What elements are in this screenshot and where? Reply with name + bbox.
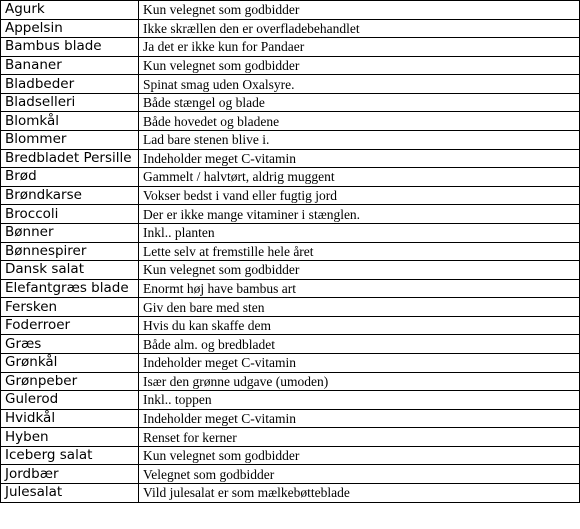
table-row <box>1 168 580 187</box>
table-row <box>1 186 580 205</box>
food-name-cell: Appelsin <box>1 19 139 38</box>
food-name-cell: Grønkål <box>1 353 139 372</box>
table-row <box>1 465 580 484</box>
food-name-cell: Brøndkarse <box>1 186 139 205</box>
food-name-cell: Blommer <box>1 131 139 150</box>
table-row <box>1 316 580 335</box>
food-name-cell: Bladbeder <box>1 75 139 94</box>
table-row <box>1 131 580 150</box>
food-name-cell: Hyben <box>1 428 139 447</box>
food-note-cell: Især den grønne udgave (umoden) <box>139 372 580 391</box>
food-note-cell: Der er ikke mange vitaminer i stænglen. <box>139 205 580 224</box>
food-name-cell: Broccoli <box>1 205 139 224</box>
food-note-cell: Kun velegnet som godbidder <box>139 261 580 280</box>
table-row <box>1 428 580 447</box>
table-row <box>1 372 580 391</box>
food-name-cell: Bredbladet Persille <box>1 149 139 168</box>
food-name-cell: Grønpeber <box>1 372 139 391</box>
food-name-cell: Iceberg salat <box>1 446 139 465</box>
food-note-cell: Enormt høj have bambus art <box>139 279 580 298</box>
food-name-cell: Foderroer <box>1 316 139 335</box>
table-row <box>1 56 580 75</box>
table-row <box>1 279 580 298</box>
table-row <box>1 391 580 410</box>
food-name-cell: Fersken <box>1 298 139 317</box>
food-name-cell: Hvidkål <box>1 409 139 428</box>
table-row <box>1 112 580 131</box>
food-note-cell: Gammelt / halvtørt, aldrig muggent <box>139 168 580 187</box>
table-row <box>1 223 580 242</box>
food-name-cell: Agurk <box>1 1 139 20</box>
food-note-cell: Giv den bare med sten <box>139 298 580 317</box>
food-note-cell: Lette selv at fremstille hele året <box>139 242 580 261</box>
food-name-cell: Bambus blade <box>1 38 139 57</box>
table-row <box>1 353 580 372</box>
food-note-cell: Indeholder meget C-vitamin <box>139 353 580 372</box>
food-name-cell: Brød <box>1 168 139 187</box>
food-note-cell: Vokser bedst i vand eller fugtig jord <box>139 186 580 205</box>
table-row <box>1 335 580 354</box>
table-body <box>1 1 580 503</box>
food-name-cell: Julesalat <box>1 484 139 503</box>
food-note-cell: Spinat smag uden Oxalsyre. <box>139 75 580 94</box>
table-row <box>1 38 580 57</box>
table-row <box>1 446 580 465</box>
food-note-cell: Inkl.. toppen <box>139 391 580 410</box>
food-note-cell: Velegnet som godbidder <box>139 465 580 484</box>
food-note-cell: Ikke skrællen den er overfladebehandlet <box>139 19 580 38</box>
table-row <box>1 242 580 261</box>
table-row <box>1 93 580 112</box>
food-name-cell: Blomkål <box>1 112 139 131</box>
table-row <box>1 484 580 503</box>
table-row <box>1 75 580 94</box>
table-row <box>1 261 580 280</box>
food-note-cell: Indeholder meget C-vitamin <box>139 409 580 428</box>
food-note-cell: Både stængel og blade <box>139 93 580 112</box>
food-note-cell: Kun velegnet som godbidder <box>139 446 580 465</box>
food-note-cell: Indeholder meget C-vitamin <box>139 149 580 168</box>
food-note-cell: Både hovedet og bladene <box>139 112 580 131</box>
food-note-cell: Vild julesalat er som mælkebøtteblade <box>139 484 580 503</box>
food-note-cell: Inkl.. planten <box>139 223 580 242</box>
food-name-cell: Elefantgræs blade <box>1 279 139 298</box>
food-note-cell: Hvis du kan skaffe dem <box>139 316 580 335</box>
food-name-cell: Dansk salat <box>1 261 139 280</box>
table-row <box>1 19 580 38</box>
food-note-cell: Kun velegnet som godbidder <box>139 56 580 75</box>
food-note-cell: Lad bare stenen blive i. <box>139 131 580 150</box>
table-row <box>1 205 580 224</box>
food-name-cell: Bønnespirer <box>1 242 139 261</box>
food-name-cell: Bønner <box>1 223 139 242</box>
food-note-cell: Både alm. og bredbladet <box>139 335 580 354</box>
table-row <box>1 409 580 428</box>
table-row <box>1 149 580 168</box>
food-note-cell: Kun velegnet som godbidder <box>139 1 580 20</box>
food-name-cell: Græs <box>1 335 139 354</box>
table-row <box>1 298 580 317</box>
food-name-cell: Bladselleri <box>1 93 139 112</box>
food-name-cell: Bananer <box>1 56 139 75</box>
table-row <box>1 1 580 20</box>
food-note-cell: Renset for kerner <box>139 428 580 447</box>
food-name-cell: Gulerod <box>1 391 139 410</box>
food-name-cell: Jordbær <box>1 465 139 484</box>
food-note-cell: Ja det er ikke kun for Pandaer <box>139 38 580 57</box>
